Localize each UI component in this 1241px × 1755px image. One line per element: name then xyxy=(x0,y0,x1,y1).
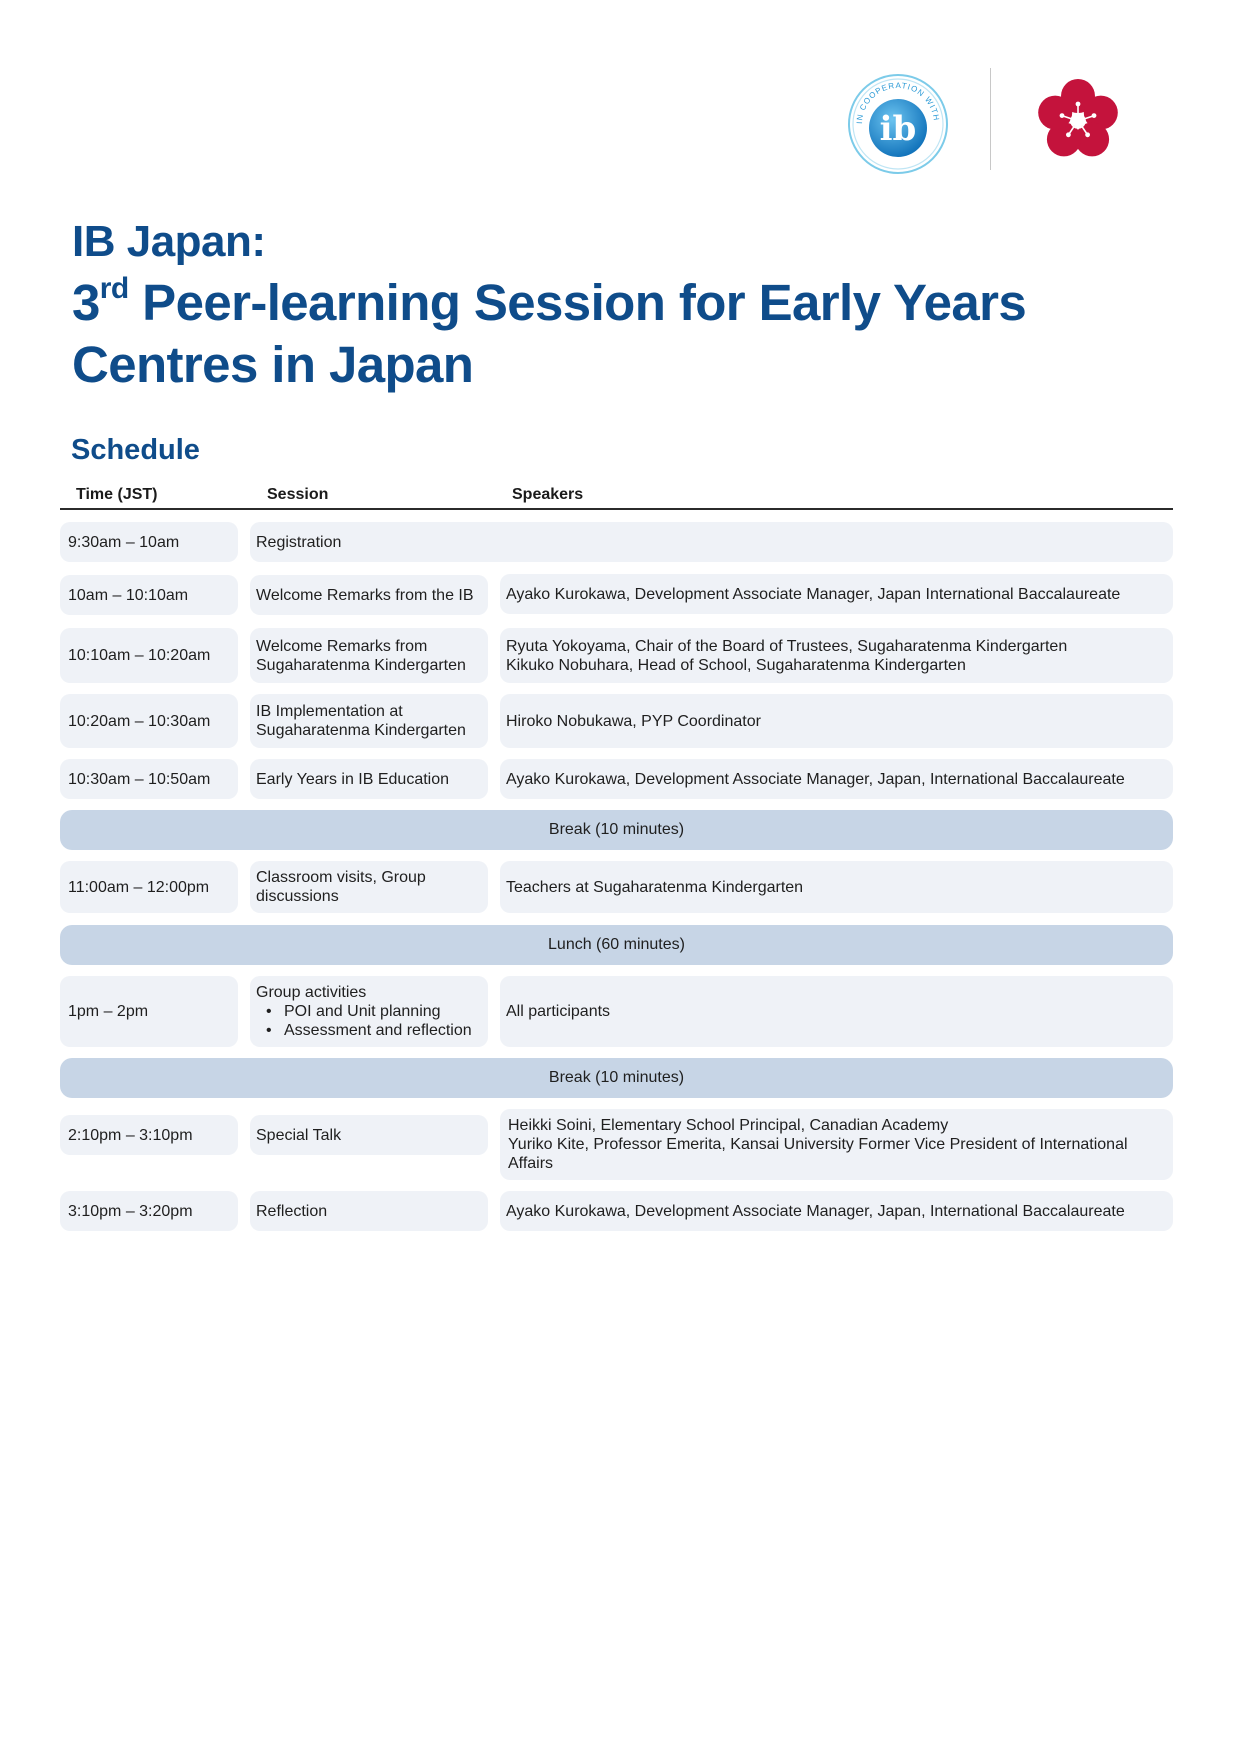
plum-blossom-icon xyxy=(1036,78,1120,162)
speakers-cell xyxy=(500,694,1173,748)
time-cell: 10:20am – 10:30am xyxy=(60,694,238,748)
page-title xyxy=(72,214,1172,396)
speaker-line: Ayako Kurokawa, Development Associate Manager, Japan, International Baccalaureate xyxy=(506,1202,1125,1220)
speakers-cell xyxy=(500,628,1173,683)
speaker-line: Yuriko Kite, Professor Emerita, Kansai University Former Vice President of International Affairs xyxy=(508,1136,1128,1172)
speaker-line: Heikki Soini, Elementary School Principal, Canadian Academy xyxy=(508,1117,949,1134)
break-row: Break (10 minutes) xyxy=(60,810,1173,850)
speaker-line: Ayako Kurokawa, Development Associate Manager, Japan International Baccalaureate xyxy=(506,585,1121,603)
session-bullet-item: • POI and Unit planning xyxy=(256,1002,480,1021)
title-ordinal-suffix: rd xyxy=(99,272,129,305)
column-header-speakers: Speakers xyxy=(512,486,584,503)
time-cell: 3:10pm – 3:20pm xyxy=(60,1191,238,1231)
title-line-1: IB Japan: xyxy=(72,217,266,266)
speaker-line: Hiroko Nobukawa, PYP Coordinator xyxy=(506,712,761,730)
ib-logo-icon xyxy=(846,72,950,176)
time-cell: 10:10am – 10:20am xyxy=(60,628,238,683)
speaker-line: Ryuta Yokoyama, Chair of the Board of Trustees, Sugaharatenma Kindergarten xyxy=(506,637,1068,655)
title-line-2 xyxy=(72,272,1172,334)
session-bullet-item: • Assessment and reflection xyxy=(256,1021,480,1040)
session-cell: IB Implementation at Sugaharatenma Kindergarten xyxy=(250,694,488,748)
speaker-line: Ayako Kurokawa, Development Associate Manager, Japan, International Baccalaureate xyxy=(506,770,1125,788)
session-bullet-list xyxy=(256,1002,480,1040)
session-cell: Welcome Remarks from the IB xyxy=(250,575,488,615)
title-ordinal-number: 3 xyxy=(72,274,100,331)
session-cell: Registration xyxy=(250,522,1173,562)
time-cell: 2:10pm – 3:10pm xyxy=(60,1115,238,1155)
session-title: Group activities xyxy=(256,984,367,1001)
table-header xyxy=(60,484,1173,510)
session-cell: Reflection xyxy=(250,1191,488,1231)
title-line-3: Centres in Japan xyxy=(72,336,474,393)
column-header-time: Time (JST) xyxy=(76,486,158,503)
time-cell: 10:30am – 10:50am xyxy=(60,759,238,799)
speakers-cell xyxy=(500,1191,1173,1231)
time-cell: 9:30am – 10am xyxy=(60,522,238,562)
session-cell: Special Talk xyxy=(250,1115,488,1155)
lunch-row: Lunch (60 minutes) xyxy=(60,925,1173,965)
svg-text:ib: ib xyxy=(879,109,917,149)
session-cell: Early Years in IB Education xyxy=(250,759,488,799)
column-header-session: Session xyxy=(267,486,329,503)
schedule-heading: Schedule xyxy=(71,434,200,466)
speakers-cell xyxy=(500,1109,1173,1180)
svg-text:IN COOPERATION WITH: IN COOPERATION WITH xyxy=(854,80,941,125)
logo-area xyxy=(846,68,1136,180)
time-cell: 11:00am – 12:00pm xyxy=(60,861,238,913)
speaker-line: Teachers at Sugaharatenma Kindergarten xyxy=(506,878,804,896)
speakers-cell xyxy=(500,861,1173,913)
session-cell xyxy=(250,976,488,1047)
break-row: Break (10 minutes) xyxy=(60,1058,1173,1098)
title-line-2-text: Peer-learning Session for Early Years xyxy=(128,274,1027,331)
speaker-line: All participants xyxy=(506,1003,611,1020)
session-cell: Classroom visits, Group discussions xyxy=(250,861,488,913)
speakers-cell xyxy=(500,759,1173,799)
speakers-cell xyxy=(500,976,1173,1047)
speaker-line: Kikuko Nobuhara, Head of School, Sugaharatenma Kindergarten xyxy=(506,656,966,674)
time-cell: 1pm – 2pm xyxy=(60,976,238,1047)
logo-divider xyxy=(990,68,991,170)
session-cell: Welcome Remarks from Sugaharatenma Kindergarten xyxy=(250,628,488,683)
speakers-cell xyxy=(500,574,1173,614)
time-cell: 10am – 10:10am xyxy=(60,575,238,615)
